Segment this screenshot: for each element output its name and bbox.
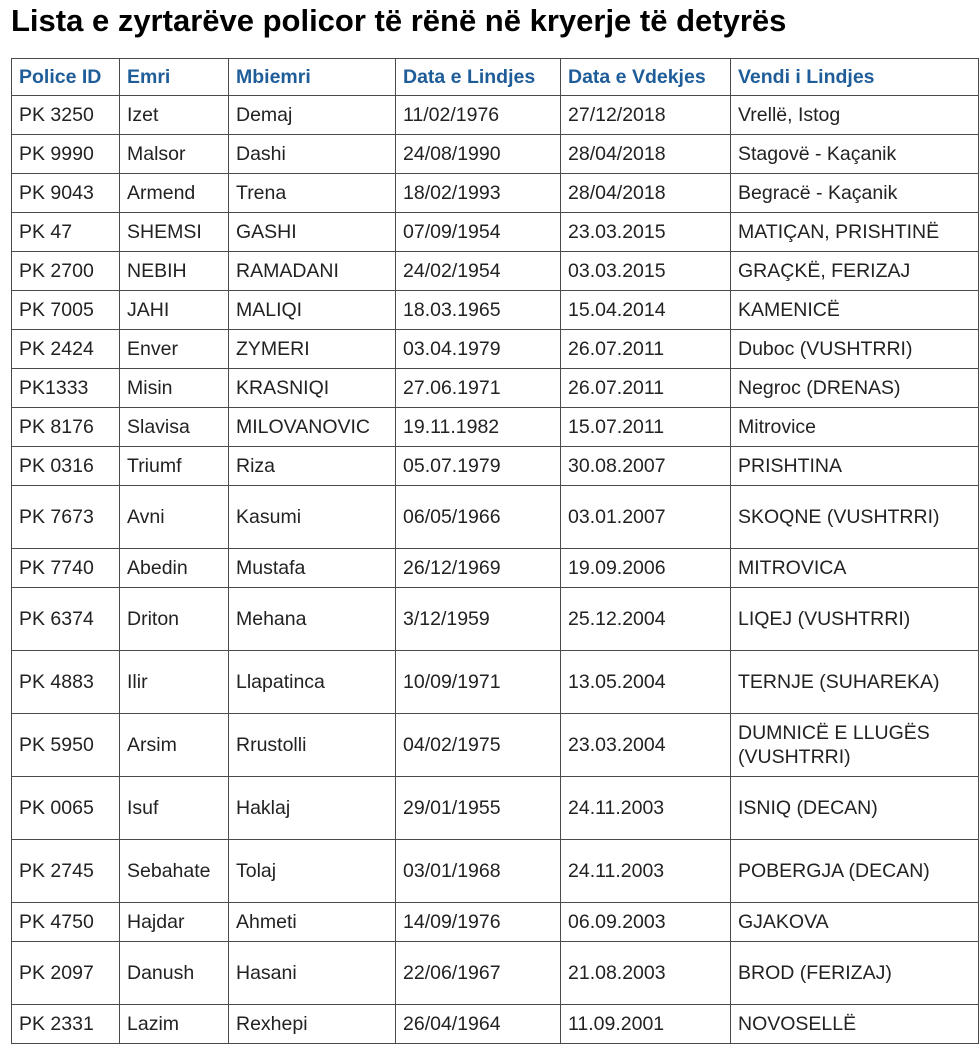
cell-birthplace: GRAÇKË, FERIZAJ (731, 252, 979, 291)
cell-first-name: Isuf (120, 777, 229, 840)
cell-police-id: PK 0065 (12, 777, 120, 840)
cell-first-name: NEBIH (120, 252, 229, 291)
cell-police-id: PK 3250 (12, 96, 120, 135)
cell-birthplace: Begracë - Kaçanik (731, 174, 979, 213)
cell-last-name: Demaj (229, 96, 396, 135)
cell-last-name: MILOVANOVIC (229, 408, 396, 447)
cell-death-date: 27/12/2018 (561, 96, 731, 135)
cell-birth-date: 24/08/1990 (396, 135, 561, 174)
cell-death-date: 28/04/2018 (561, 135, 731, 174)
cell-birth-date: 11/02/1976 (396, 96, 561, 135)
cell-birthplace: DUMNICË E LLUGËS (VUSHTRRI) (731, 714, 979, 777)
cell-birth-date: 19.11.1982 (396, 408, 561, 447)
cell-police-id: PK 2745 (12, 840, 120, 903)
cell-death-date: 23.03.2015 (561, 213, 731, 252)
cell-birth-date: 04/02/1975 (396, 714, 561, 777)
cell-death-date: 13.05.2004 (561, 651, 731, 714)
cell-first-name: Misin (120, 369, 229, 408)
cell-first-name: Armend (120, 174, 229, 213)
cell-birth-date: 05.07.1979 (396, 447, 561, 486)
cell-death-date: 24.11.2003 (561, 777, 731, 840)
cell-death-date: 03.01.2007 (561, 486, 731, 549)
cell-last-name: MALIQI (229, 291, 396, 330)
cell-birthplace: NOVOSELLË (731, 1005, 979, 1044)
cell-last-name: Rexhepi (229, 1005, 396, 1044)
cell-birthplace: TERNJE (SUHAREKA) (731, 651, 979, 714)
cell-birth-date: 07/09/1954 (396, 213, 561, 252)
cell-last-name: RAMADANI (229, 252, 396, 291)
cell-last-name: GASHI (229, 213, 396, 252)
cell-last-name: ZYMERI (229, 330, 396, 369)
cell-last-name: Ahmeti (229, 903, 396, 942)
page-title: Lista e zyrtarëve policor të rënë në kryerje të detyrës (11, 3, 787, 38)
cell-birthplace: Stagovë - Kaçanik (731, 135, 979, 174)
table-row (12, 369, 979, 408)
table-header-row (12, 59, 979, 96)
table-row (12, 1005, 979, 1044)
column-header-police-id[interactable]: Police ID (12, 59, 120, 96)
cell-birthplace: Negroc (DRENAS) (731, 369, 979, 408)
cell-first-name: SHEMSI (120, 213, 229, 252)
cell-police-id: PK 2424 (12, 330, 120, 369)
fallen-officers-table (11, 58, 979, 1044)
cell-first-name: Avni (120, 486, 229, 549)
cell-first-name: Arsim (120, 714, 229, 777)
cell-first-name: Lazim (120, 1005, 229, 1044)
cell-first-name: Ilir (120, 651, 229, 714)
cell-last-name: Rrustolli (229, 714, 396, 777)
column-header-first-name[interactable]: Emri (120, 59, 229, 96)
cell-birthplace: BROD (FERIZAJ) (731, 942, 979, 1005)
table-row (12, 408, 979, 447)
cell-birth-date: 24/02/1954 (396, 252, 561, 291)
cell-last-name: Haklaj (229, 777, 396, 840)
table-row (12, 135, 979, 174)
cell-police-id: PK 9990 (12, 135, 120, 174)
cell-last-name: Mehana (229, 588, 396, 651)
cell-police-id: PK 7005 (12, 291, 120, 330)
cell-police-id: PK 9043 (12, 174, 120, 213)
cell-police-id: PK 2097 (12, 942, 120, 1005)
cell-birth-date: 10/09/1971 (396, 651, 561, 714)
cell-birthplace: LIQEJ (VUSHTRRI) (731, 588, 979, 651)
table-row (12, 651, 979, 714)
cell-birth-date: 06/05/1966 (396, 486, 561, 549)
table-row (12, 291, 979, 330)
cell-birthplace: ISNIQ (DECAN) (731, 777, 979, 840)
column-header-birthplace[interactable]: Vendi i Lindjes (731, 59, 979, 96)
table-row (12, 252, 979, 291)
cell-death-date: 11.09.2001 (561, 1005, 731, 1044)
column-header-last-name[interactable]: Mbiemri (229, 59, 396, 96)
table-row (12, 213, 979, 252)
cell-police-id: PK 2331 (12, 1005, 120, 1044)
cell-first-name: Malsor (120, 135, 229, 174)
cell-birth-date: 29/01/1955 (396, 777, 561, 840)
cell-first-name: Sebahate (120, 840, 229, 903)
cell-police-id: PK 8176 (12, 408, 120, 447)
cell-last-name: Kasumi (229, 486, 396, 549)
cell-birthplace: MATIÇAN, PRISHTINË (731, 213, 979, 252)
cell-death-date: 28/04/2018 (561, 174, 731, 213)
cell-police-id: PK 2700 (12, 252, 120, 291)
cell-last-name: Riza (229, 447, 396, 486)
cell-birth-date: 3/12/1959 (396, 588, 561, 651)
cell-birth-date: 14/09/1976 (396, 903, 561, 942)
cell-death-date: 30.08.2007 (561, 447, 731, 486)
column-header-death-date[interactable]: Data e Vdekjes (561, 59, 731, 96)
cell-first-name: Triumf (120, 447, 229, 486)
cell-last-name: KRASNIQI (229, 369, 396, 408)
cell-police-id: PK 7740 (12, 549, 120, 588)
cell-death-date: 26.07.2011 (561, 330, 731, 369)
cell-last-name: Mustafa (229, 549, 396, 588)
cell-death-date: 03.03.2015 (561, 252, 731, 291)
cell-first-name: Enver (120, 330, 229, 369)
table-row (12, 714, 979, 777)
cell-police-id: PK 4883 (12, 651, 120, 714)
cell-police-id: PK 0316 (12, 447, 120, 486)
cell-first-name: JAHI (120, 291, 229, 330)
cell-birth-date: 27.06.1971 (396, 369, 561, 408)
table-row (12, 942, 979, 1005)
cell-birth-date: 18/02/1993 (396, 174, 561, 213)
column-header-birth-date[interactable]: Data e Lindjes (396, 59, 561, 96)
cell-birth-date: 26/12/1969 (396, 549, 561, 588)
cell-birth-date: 03/01/1968 (396, 840, 561, 903)
cell-last-name: Trena (229, 174, 396, 213)
cell-death-date: 15.04.2014 (561, 291, 731, 330)
cell-birthplace: PRISHTINA (731, 447, 979, 486)
cell-death-date: 23.03.2004 (561, 714, 731, 777)
cell-death-date: 19.09.2006 (561, 549, 731, 588)
cell-death-date: 06.09.2003 (561, 903, 731, 942)
cell-birthplace: Duboc (VUSHTRRI) (731, 330, 979, 369)
table-row (12, 588, 979, 651)
cell-first-name: Slavisa (120, 408, 229, 447)
cell-death-date: 25.12.2004 (561, 588, 731, 651)
cell-birthplace: SKOQNE (VUSHTRRI) (731, 486, 979, 549)
cell-first-name: Izet (120, 96, 229, 135)
cell-last-name: Hasani (229, 942, 396, 1005)
cell-death-date: 26.07.2011 (561, 369, 731, 408)
cell-birthplace: Vrellë, Istog (731, 96, 979, 135)
table-row (12, 486, 979, 549)
cell-birthplace: MITROVICA (731, 549, 979, 588)
table-row (12, 549, 979, 588)
cell-birthplace: GJAKOVA (731, 903, 979, 942)
cell-birthplace: POBERGJA (DECAN) (731, 840, 979, 903)
cell-birth-date: 26/04/1964 (396, 1005, 561, 1044)
table-row (12, 96, 979, 135)
cell-last-name: Llapatinca (229, 651, 396, 714)
cell-death-date: 15.07.2011 (561, 408, 731, 447)
cell-police-id: PK 4750 (12, 903, 120, 942)
cell-first-name: Driton (120, 588, 229, 651)
cell-last-name: Dashi (229, 135, 396, 174)
cell-death-date: 21.08.2003 (561, 942, 731, 1005)
cell-birth-date: 03.04.1979 (396, 330, 561, 369)
table-body (12, 96, 979, 1044)
cell-police-id: PK1333 (12, 369, 120, 408)
cell-last-name: Tolaj (229, 840, 396, 903)
table-row (12, 777, 979, 840)
cell-police-id: PK 7673 (12, 486, 120, 549)
table-row (12, 840, 979, 903)
table-row (12, 174, 979, 213)
cell-first-name: Danush (120, 942, 229, 1005)
cell-police-id: PK 5950 (12, 714, 120, 777)
table-row (12, 447, 979, 486)
cell-birthplace: KAMENICË (731, 291, 979, 330)
cell-death-date: 24.11.2003 (561, 840, 731, 903)
cell-birthplace: Mitrovice (731, 408, 979, 447)
table-row (12, 903, 979, 942)
cell-birth-date: 22/06/1967 (396, 942, 561, 1005)
cell-police-id: PK 47 (12, 213, 120, 252)
cell-first-name: Hajdar (120, 903, 229, 942)
cell-birth-date: 18.03.1965 (396, 291, 561, 330)
cell-first-name: Abedin (120, 549, 229, 588)
cell-police-id: PK 6374 (12, 588, 120, 651)
table-row (12, 330, 979, 369)
